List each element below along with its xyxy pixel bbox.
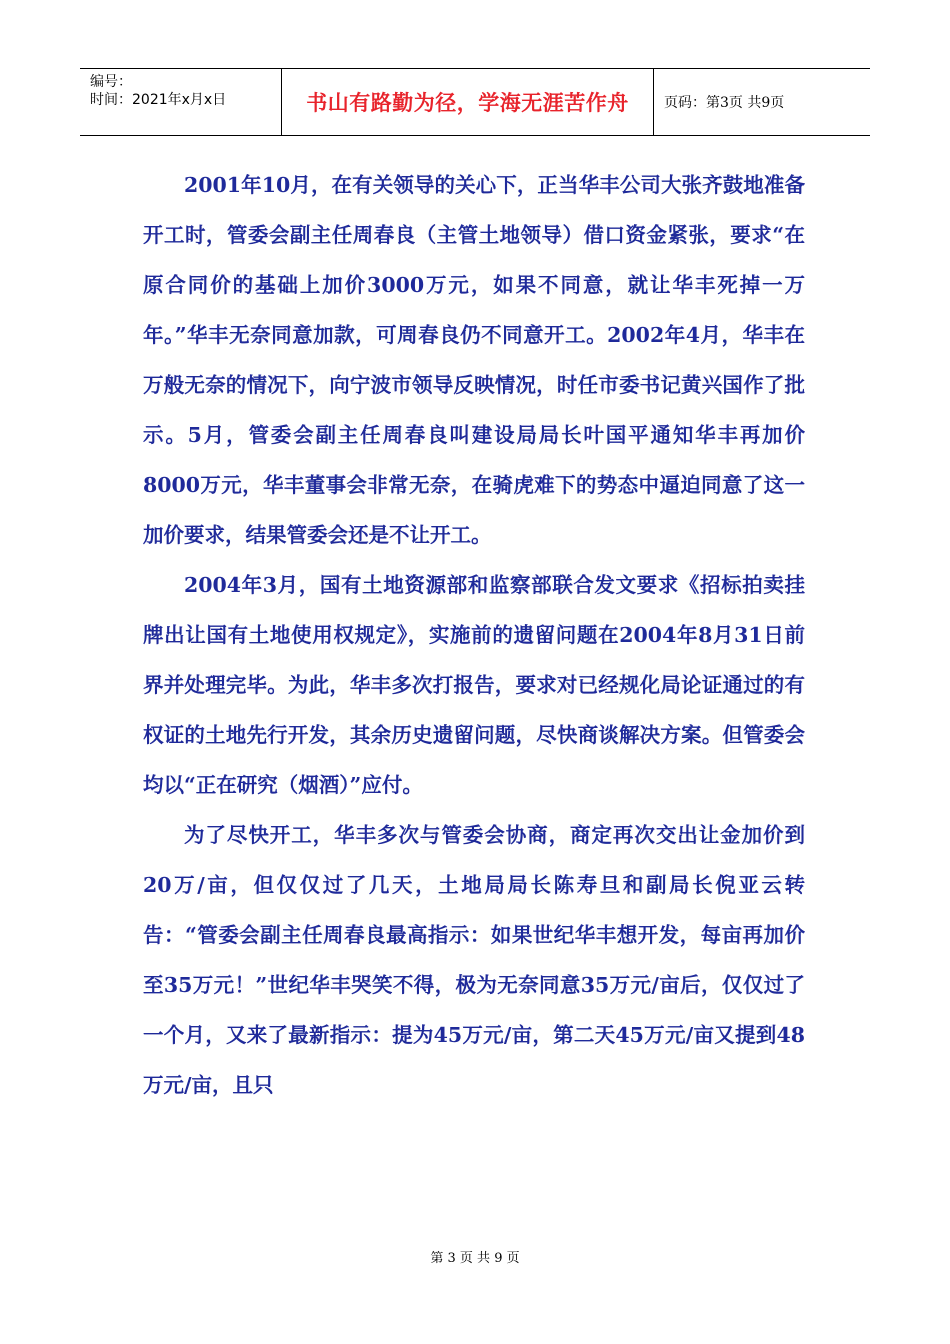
page-header: [80, 68, 870, 136]
header-meta: [80, 69, 282, 135]
document-time: 时间：2021年x月x日: [90, 92, 227, 108]
page-footer: 第 3 页 共 9 页: [430, 1251, 520, 1266]
paragraph: 2001年10月，在有关领导的关心下，正当华丰公司大张齐鼓地准备开工时，管委会副主任周春良（主管土地领导）借口资金紧张，要求“在原合同价的基础上加价3000万元，如果不同意，就让华丰死掉一万年。”华丰无奈同意加款，可周春良仍不同意开工。2002年4月，华丰在万般无奈的情况下，向宁波市领导反映情况，时任市委书记黄兴国作了批示。5月，管委会副主任周春良叫建设局局长叶国平通知华丰再加价8000万元，华丰董事会非常无奈，在骑虎难下的势态中逼迫同意了这一加价要求，结果管委会还是不让开工。: [143, 173, 805, 547]
header-motto: 书山有路勤为径，学海无涯苦作舟: [282, 69, 654, 135]
document-body: [143, 160, 805, 1110]
document-number: 编号：: [90, 74, 132, 90]
header-page-info: 页码：第3页 共9页: [664, 95, 785, 111]
paragraph: 为了尽快开工，华丰多次与管委会协商，商定再次交出让金加价到20万/亩，但仅仅过了几天，土地局局长陈寿旦和副局长倪亚云转告：“管委会副主任周春良最高指示：如果世纪华丰想开发，每亩再加价至35万元！”世纪华丰哭笑不得，极为无奈同意35万元/亩后，仅仅过了一个月，又来了最新指示：提为45万元/亩，第二天45万元/亩又提到48万元/亩，且只: [143, 823, 805, 1097]
paragraph: 2004年3月，国有土地资源部和监察部联合发文要求《招标拍卖挂牌出让国有土地使用权规定》，实施前的遗留问题在2004年8月31日前界并处理完毕。为此，华丰多次打报告，要求对已经规化局论证通过的有权证的土地先行开发，其余历史遗留问题，尽快商谈解决方案。但管委会均以“正在研究（烟酒）”应付。: [143, 573, 805, 797]
